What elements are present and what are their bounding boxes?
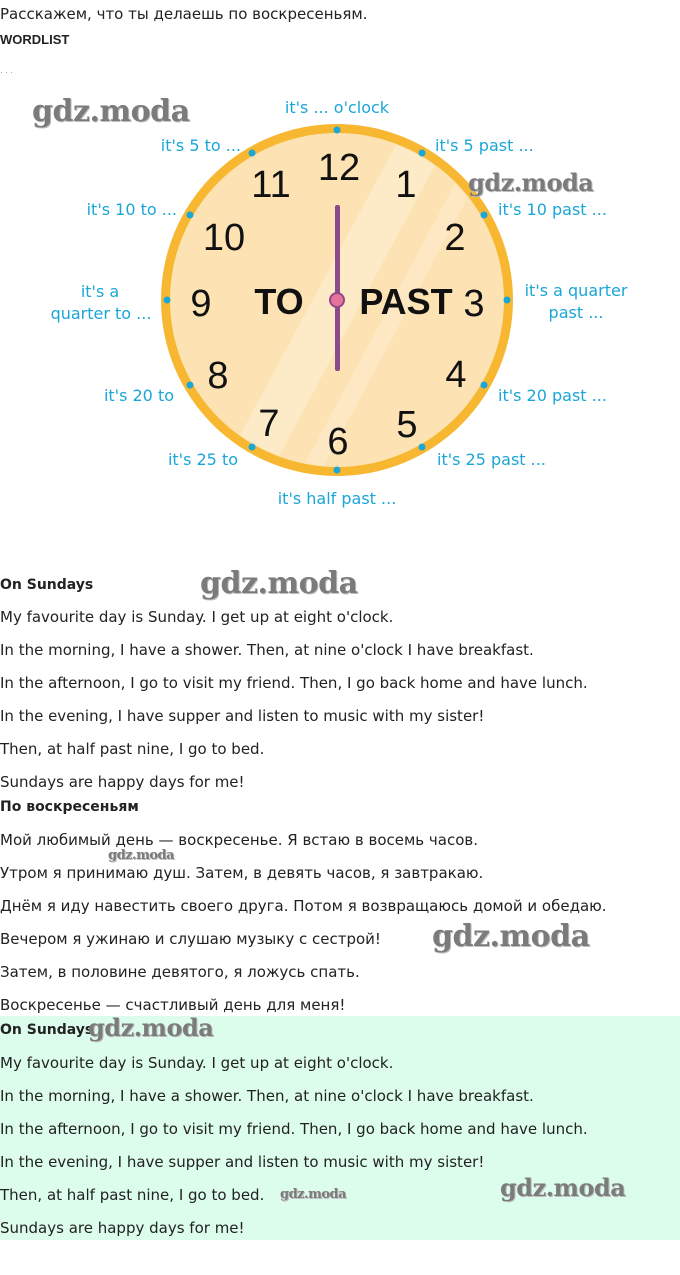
clock-center-dot: [330, 293, 344, 307]
english-1-line: Then, at half past nine, I go to bed.: [0, 740, 265, 758]
clock-number-5: 5: [396, 404, 418, 446]
english-1-line: In the morning, I have a shower. Then, at nine o'clock I have breakfast.: [0, 641, 534, 659]
clock-number-9: 9: [190, 283, 212, 325]
watermark: gdz.moda: [468, 168, 594, 197]
russian-line: Вечером я ужинаю и слушаю музыку с сестрой!: [0, 930, 381, 948]
clock-hand: [335, 205, 340, 371]
intro-text: Расскажем, что ты делаешь по воскресеньям.: [0, 5, 368, 23]
watermark: gdz.moda: [500, 1173, 626, 1202]
clock-number-8: 8: [207, 355, 229, 397]
label-quarter-to-line1: it's a: [80, 282, 120, 301]
faded-text: . . .: [0, 66, 13, 75]
clock-number-10: 10: [202, 217, 246, 259]
watermark: gdz.moda: [200, 566, 358, 601]
clock-illustration: [0, 80, 680, 520]
label-ten-past: it's 10 past ...: [498, 200, 607, 219]
clock-number-4: 4: [445, 354, 467, 396]
english-1-line: In the afternoon, I go to visit my friend. Then, I go back home and have lunch.: [0, 674, 588, 692]
label-ten-to: it's 10 to ...: [86, 200, 177, 219]
english-1-line: My favourite day is Sunday. I get up at eight o'clock.: [0, 608, 394, 626]
clock-past-word: PAST: [359, 281, 453, 322]
clock-number-11: 11: [251, 164, 291, 206]
wordlist-heading: WORDLIST: [0, 32, 70, 47]
label-quarter-to-line2: quarter to ...: [50, 304, 152, 323]
english-2-line: In the afternoon, I go to visit my friend. Then, I go back home and have lunch.: [0, 1120, 588, 1138]
clock-to-word: TO: [254, 281, 304, 322]
english-1-line: Sundays are happy days for me!: [0, 773, 245, 791]
watermark: gdz.moda: [280, 1187, 347, 1202]
clock-number-1: 1: [395, 164, 417, 206]
english-2-line: In the evening, I have supper and listen to music with my sister!: [0, 1153, 485, 1171]
clock-number-7: 7: [258, 403, 280, 445]
label-twentyfive-past: it's 25 past ...: [437, 450, 546, 469]
english-1-line: In the evening, I have supper and listen to music with my sister!: [0, 707, 485, 725]
english-2-line: My favourite day is Sunday. I get up at eight o'clock.: [0, 1054, 394, 1072]
clock-number-6: 6: [327, 421, 349, 463]
label-five-past: it's 5 past ...: [435, 136, 534, 155]
russian-line: Мой любимый день — воскресенье. Я встаю в восемь часов.: [0, 831, 478, 849]
label-half-past: it's half past ...: [277, 489, 397, 508]
label-twentyfive-to: it's 25 to: [167, 450, 238, 469]
english-2-line: In the morning, I have a shower. Then, at nine o'clock I have breakfast.: [0, 1087, 534, 1105]
russian-line: Утром я принимаю душ. Затем, в девять часов, я завтракаю.: [0, 864, 484, 882]
label-quarter-past-line2: past ...: [548, 303, 604, 322]
label-twenty-to: it's 20 to: [103, 386, 174, 405]
russian-line: Днём я иду навестить своего друга. Потом я возвращаюсь домой и обедаю.: [0, 897, 607, 915]
clock-number-2: 2: [444, 217, 466, 259]
clock-number-3: 3: [463, 283, 485, 325]
watermark: gdz.moda: [108, 848, 175, 863]
watermark: gdz.moda: [32, 94, 190, 129]
watermark: gdz.moda: [88, 1013, 214, 1042]
english-heading-2: On Sundays: [0, 1022, 94, 1038]
english-2-line: Sundays are happy days for me!: [0, 1219, 245, 1237]
label-quarter-past-line1: it's a quarter: [524, 281, 628, 300]
russian-line: Воскресенье — счастливый день для меня!: [0, 996, 346, 1014]
russian-line: Затем, в половине девятого, я ложусь спать.: [0, 963, 360, 981]
english-heading-1: On Sundays: [0, 577, 94, 593]
clock-number-12: 12: [317, 147, 361, 189]
label-five-to: it's 5 to ...: [160, 136, 241, 155]
russian-heading: По воскресеньям: [0, 799, 139, 815]
label-twenty-past: it's 20 past ...: [498, 386, 607, 405]
watermark: gdz.moda: [432, 919, 590, 954]
english-2-line: Then, at half past nine, I go to bed.: [0, 1186, 265, 1204]
label-oclock: it's ... o'clock: [284, 98, 390, 117]
